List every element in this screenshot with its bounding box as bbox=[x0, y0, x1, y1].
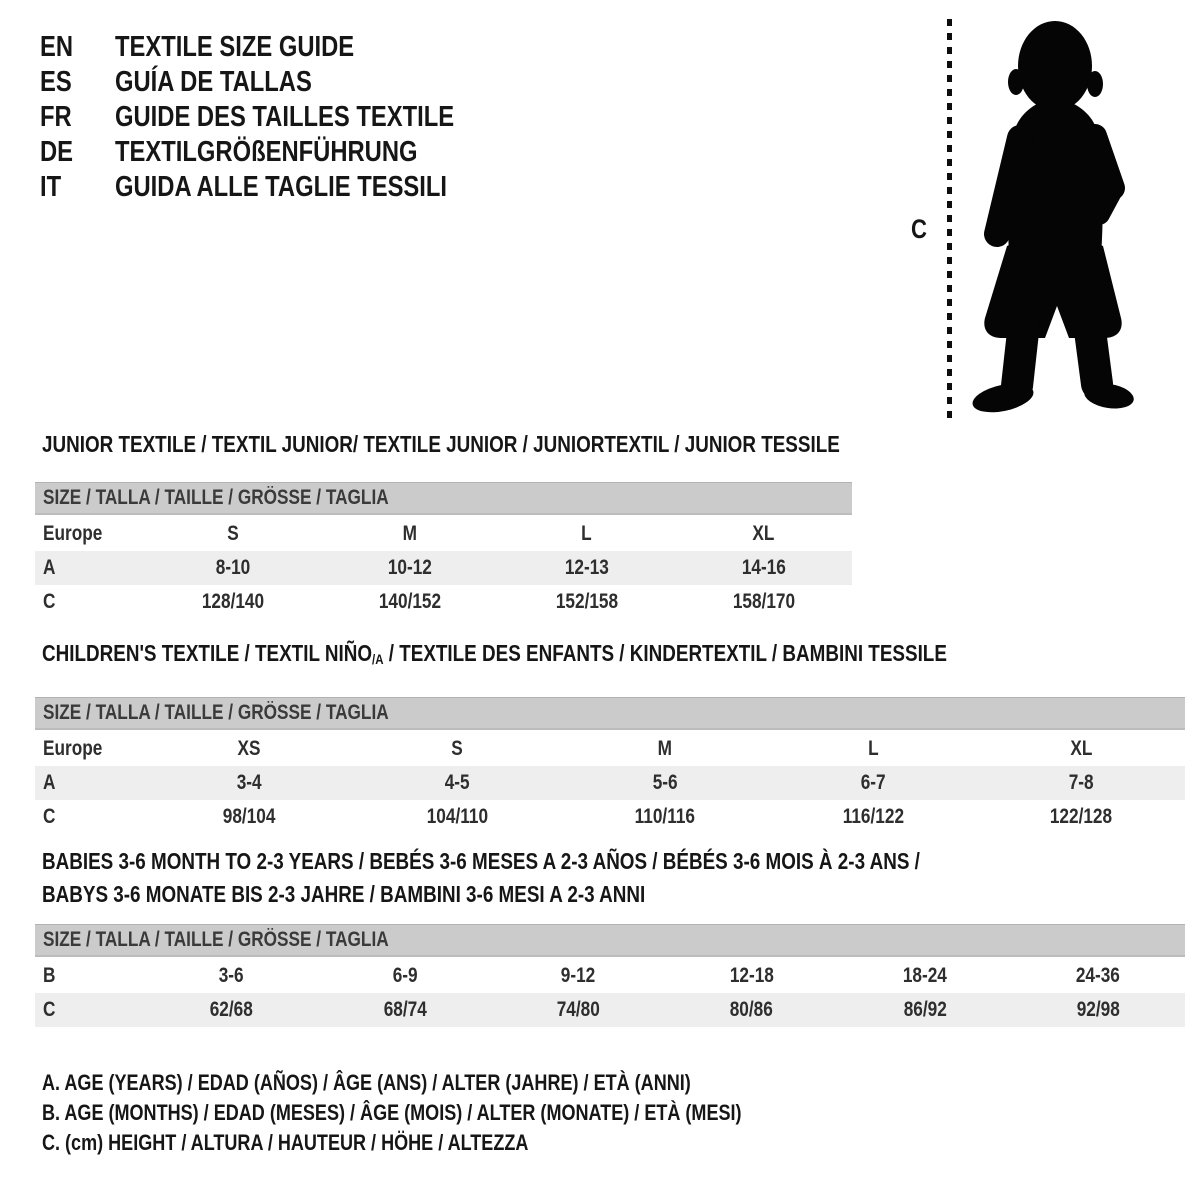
cell-value: 68/74 bbox=[383, 998, 427, 1021]
babies-row-height bbox=[35, 993, 1185, 1027]
cell-value: 152/158 bbox=[555, 590, 618, 613]
guide-title-en: TEXTILE SIZE GUIDE bbox=[115, 31, 355, 63]
babies-row-age-months bbox=[35, 959, 1185, 993]
height-measure-dashed-line bbox=[947, 19, 952, 419]
cell-value: 18-24 bbox=[902, 964, 947, 987]
junior-section-title: JUNIOR TEXTILE / TEXTIL JUNIOR/ TEXTILE JUNIOR / JUNIORTEXTIL / JUNIOR TESSILE bbox=[42, 431, 840, 457]
cell-value: 140/152 bbox=[378, 590, 442, 613]
guide-title-es: GUÍA DE TALLAS bbox=[115, 66, 312, 98]
cell-value: 7-8 bbox=[1068, 771, 1094, 794]
cell-value: 80/86 bbox=[730, 998, 774, 1021]
size-header-label: SIZE / TALLA / TAILLE / GRÖSSE / TAGLIA bbox=[43, 928, 389, 951]
legend-line-c: C. (cm) HEIGHT / ALTURA / HAUTEUR / HÖHE / ALTEZZA bbox=[42, 1130, 529, 1155]
guide-title-de: TEXTILGRÖßENFÜHRUNG bbox=[115, 136, 418, 168]
language-row-it bbox=[40, 170, 529, 205]
row-label: A bbox=[43, 771, 56, 794]
cell-value: 3-4 bbox=[236, 771, 262, 794]
cell-value: 62/68 bbox=[210, 998, 254, 1021]
children-row-height bbox=[35, 800, 1185, 834]
language-row-es bbox=[40, 65, 529, 100]
row-label: Europe bbox=[43, 737, 103, 760]
cell-value: 24-36 bbox=[1076, 964, 1121, 987]
cell-value: 14-16 bbox=[741, 556, 786, 579]
babies-title-line2: BABYS 3-6 MONATE BIS 2-3 JAHRE / BAMBINI 3-6 MESI A 2-3 ANNI bbox=[42, 881, 646, 907]
children-title-subscript: /A bbox=[372, 651, 384, 667]
cell-value: 158/170 bbox=[732, 590, 795, 613]
cell-value: 74/80 bbox=[556, 998, 600, 1021]
height-measure-label: C bbox=[911, 214, 927, 244]
language-title-block bbox=[40, 30, 529, 205]
language-row-en bbox=[40, 30, 529, 65]
children-section-title: CHILDREN'S TEXTILE / TEXTIL NIÑO/A / TEXTILE DES ENFANTS / KINDERTEXTIL / BAMBINI TESSILE bbox=[42, 640, 947, 667]
measure-legend bbox=[35, 1068, 895, 1158]
children-row-age bbox=[35, 766, 1185, 800]
children-textile-section bbox=[35, 641, 1185, 834]
column-header: M bbox=[657, 737, 673, 760]
column-header: M bbox=[402, 522, 418, 545]
cell-value: 8-10 bbox=[216, 556, 251, 579]
cell-value: 86/92 bbox=[903, 998, 947, 1021]
language-code: ES bbox=[40, 66, 72, 98]
babies-textile-section bbox=[35, 845, 1185, 1027]
column-header: L bbox=[867, 737, 879, 760]
junior-textile-section bbox=[35, 432, 852, 619]
cell-value: 92/98 bbox=[1076, 998, 1120, 1021]
junior-size-header-bar bbox=[35, 482, 852, 515]
size-header-label: SIZE / TALLA / TAILLE / GRÖSSE / TAGLIA bbox=[43, 486, 389, 509]
baby-silhouette-icon bbox=[967, 18, 1139, 422]
cell-value: 98/104 bbox=[222, 805, 276, 828]
cell-value: 128/140 bbox=[202, 590, 265, 613]
cell-value: 4-5 bbox=[444, 771, 470, 794]
cell-value: 9-12 bbox=[561, 964, 596, 987]
column-header: XL bbox=[752, 522, 775, 545]
column-header: XS bbox=[237, 737, 261, 760]
column-header: S bbox=[451, 737, 463, 760]
babies-section-title bbox=[35, 845, 1185, 911]
language-row-fr bbox=[40, 100, 529, 135]
column-header: L bbox=[581, 522, 593, 545]
cell-value: 6-7 bbox=[860, 771, 886, 794]
row-label: B bbox=[43, 964, 56, 987]
row-label: Europe bbox=[43, 522, 103, 545]
children-size-header-bar bbox=[35, 697, 1185, 730]
children-columns-row bbox=[35, 732, 1185, 766]
column-header: XL bbox=[1069, 737, 1093, 760]
junior-row-height bbox=[35, 585, 852, 619]
cell-value: 104/110 bbox=[426, 805, 488, 828]
legend-line-a: A. AGE (YEARS) / EDAD (AÑOS) / ÂGE (ANS) / ALTER (JAHRE) / ETÀ (ANNI) bbox=[42, 1070, 691, 1095]
guide-title-fr: GUIDE DES TAILLES TEXTILE bbox=[115, 101, 455, 133]
cell-value: 10-12 bbox=[388, 556, 433, 579]
row-label: C bbox=[43, 998, 56, 1021]
height-measure-figure bbox=[905, 14, 1155, 426]
language-code: IT bbox=[40, 171, 62, 203]
cell-value: 5-6 bbox=[652, 771, 678, 794]
cell-value: 12-18 bbox=[729, 964, 774, 987]
language-code: EN bbox=[40, 31, 74, 63]
guide-title-it: GUIDA ALLE TAGLIE TESSILI bbox=[115, 171, 448, 203]
legend-line-b: B. AGE (MONTHS) / EDAD (MESES) / ÂGE (MOIS) / ALTER (MONATE) / ETÀ (MESI) bbox=[42, 1100, 742, 1125]
junior-row-age bbox=[35, 551, 852, 585]
row-label: C bbox=[43, 805, 56, 828]
column-header: S bbox=[227, 522, 240, 545]
cell-value: 110/116 bbox=[634, 805, 696, 828]
cell-value: 3-6 bbox=[219, 964, 245, 987]
language-row-de bbox=[40, 135, 529, 170]
cell-value: 12-13 bbox=[564, 556, 609, 579]
junior-columns-row bbox=[35, 517, 852, 551]
babies-size-header-bar bbox=[35, 924, 1185, 957]
language-code: DE bbox=[40, 136, 74, 168]
babies-title-line1: BABIES 3-6 MONTH TO 2-3 YEARS / BEBÉS 3-6 MESES A 2-3 AÑOS / BÉBÉS 3-6 MOIS À 2-3 ANS / bbox=[42, 848, 920, 874]
size-header-label: SIZE / TALLA / TAILLE / GRÖSSE / TAGLIA bbox=[43, 701, 389, 724]
row-label: A bbox=[43, 556, 56, 579]
row-label: C bbox=[43, 590, 56, 613]
cell-value: 6-9 bbox=[392, 964, 418, 987]
cell-value: 116/122 bbox=[842, 805, 904, 828]
language-code: FR bbox=[40, 101, 72, 133]
cell-value: 122/128 bbox=[1049, 805, 1113, 828]
